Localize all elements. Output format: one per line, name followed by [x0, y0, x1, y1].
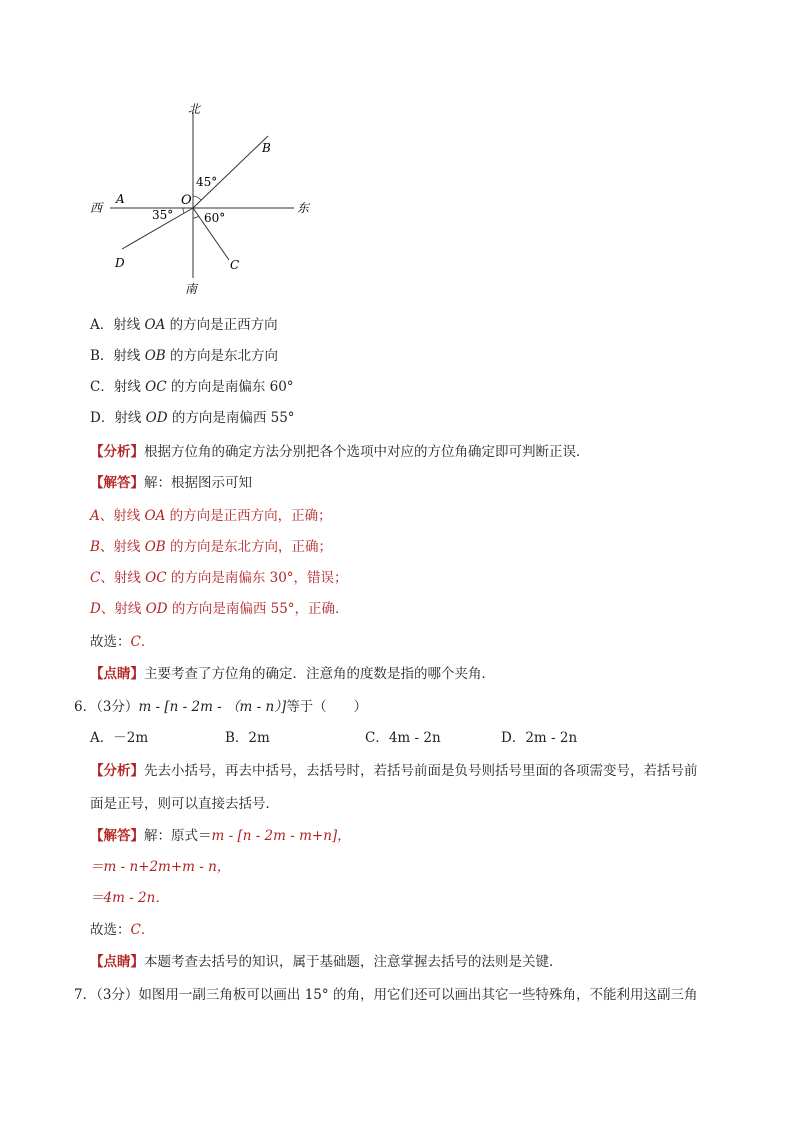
q6-answer: 【解答】解：原式＝m - [n - 2m - m+n]，: [90, 828, 351, 844]
ray-ob: [193, 136, 268, 208]
angle-label-45: 45°: [196, 175, 218, 189]
label-d: D: [115, 256, 125, 270]
q5-answer-line-c: C、射线 OC 的方向是南偏东 30°，错误；: [90, 570, 348, 586]
answer-tag: 【解答】: [90, 475, 144, 491]
angle-label-60: 60°: [204, 211, 226, 225]
q6-stem: 6．（3分）m - [n - 2m - （m - n）]等于（ ）: [74, 699, 368, 715]
q5-option-b: B．射线 OB 的方向是东北方向: [90, 348, 279, 364]
angle-arc-45: [193, 196, 201, 200]
q5-option-c: C．射线 OC 的方向是南偏东 60°: [90, 379, 294, 395]
q6-comment: 【点睛】本题考查去括号的知识，属于基础题，注意掌握去括号的法则是关键．: [90, 954, 563, 970]
label-a: A: [116, 192, 125, 206]
analysis-tag: 【分析】: [90, 444, 144, 460]
q5-option-d: D．射线 OD 的方向是南偏西 55°: [90, 410, 295, 426]
q5-answer-line-d: D、射线 OD 的方向是南偏西 55°，正确．: [90, 601, 349, 617]
label-west: 西: [90, 201, 103, 215]
q6-choice: 故选：C．: [90, 922, 155, 938]
q5-answer-line-a: A、射线 OA 的方向是正西方向，正确；: [90, 508, 332, 524]
answer-tag: 【解答】: [90, 828, 144, 844]
comment-tag: 【点睛】: [90, 666, 144, 682]
label-south: 南: [185, 282, 198, 296]
q5-choice: 故选：C．: [90, 634, 155, 650]
angle-arc-60: [193, 216, 199, 218]
label-c: C: [230, 258, 240, 272]
direction-figure: [82, 98, 332, 298]
q6-step-1: ＝m - n+2m+m - n，: [90, 859, 231, 875]
angle-label-35: 35°: [152, 208, 174, 222]
comment-tag: 【点睛】: [90, 954, 144, 970]
label-east: 东: [297, 201, 310, 215]
q6-option-b: B．2m: [225, 730, 270, 746]
label-o: O: [181, 193, 192, 208]
q6-options: [90, 729, 710, 747]
q5-answer: 【解答】解：根据图示可知: [90, 475, 252, 491]
q5-analysis: 【分析】根据方位角的确定方法分别把各个选项中对应的方位角确定即可判断正误．: [90, 444, 590, 460]
q6-analysis-1: 【分析】先去小括号，再去中括号，去括号时，若括号前面是负号则括号里面的各项需变号，若括号前: [90, 763, 698, 779]
q7-stem: 7．（3分）如图用一副三角板可以画出 15° 的角，用它们还可以画出其它一些特殊角，不能利用这副三角: [74, 987, 698, 1003]
label-b: B: [262, 141, 271, 155]
q6-option-c: C．4m - 2n: [365, 730, 441, 746]
q6-analysis-2: 面是正号，则可以直接去括号．: [90, 796, 279, 812]
q5-answer-line-b: B、射线 OB 的方向是东北方向，正确；: [90, 539, 333, 555]
analysis-tag: 【分析】: [90, 763, 144, 779]
q6-option-a: A．－2m: [90, 730, 149, 746]
q6-step-2: ＝4m - 2n．: [90, 890, 169, 906]
q5-comment: 【点睛】主要考查了方位角的确定．注意角的度数是指的哪个夹角．: [90, 666, 495, 682]
label-north: 北: [188, 102, 201, 116]
q5-option-a: A．射线 OA 的方向是正西方向: [90, 317, 278, 333]
angle-arc-35: [183, 208, 184, 213]
q6-option-d: D．2m - 2n: [501, 730, 578, 746]
